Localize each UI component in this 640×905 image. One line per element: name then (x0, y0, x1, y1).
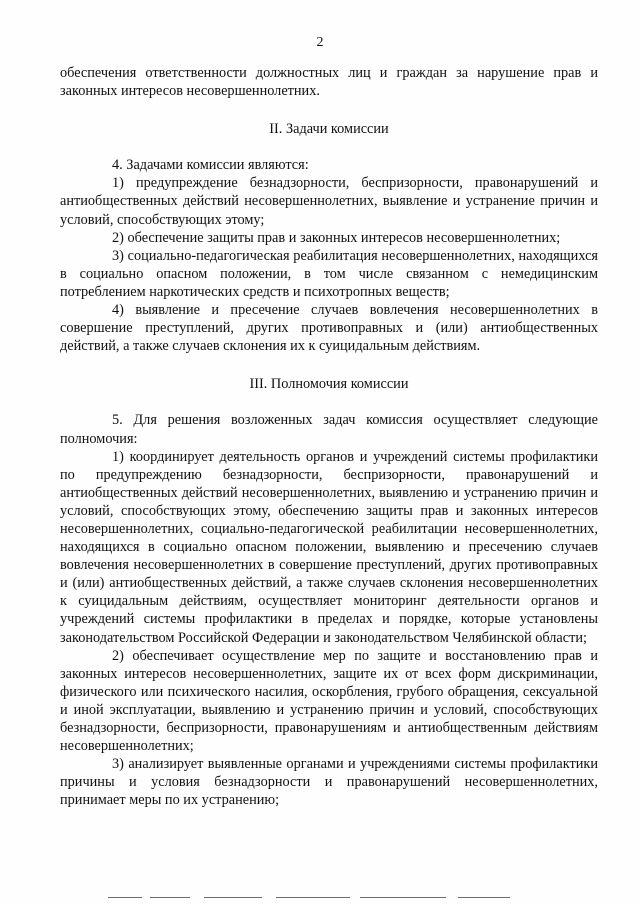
page-number: 2 (316, 35, 324, 50)
section-3-title: III. Полномочия комиссии (249, 376, 409, 393)
section-2-title: II. Задачи комиссии (269, 121, 389, 138)
section-2-paragraph: 2) обеспечение защиты прав и законных интересов несовершеннолетних; (112, 229, 561, 246)
intro-paragraph: обеспечения ответственности должностных лиц и граждан за нарушение прав и законных интересов несовершеннолетних. (60, 65, 598, 100)
section-3-paragraph: 3) анализирует выявленные органами и учреждениями системы профилактики причины и условия безнадзорности и правонарушений несовершеннолетних, принимает меры по их устранению; (60, 756, 598, 809)
section-3-paragraph: 1) координирует деятельность органов и учреждений системы профилактики по предупреждению безнадзорности, беспризорности, правонарушений и антиобщественных действий несовершеннолетних, выявлению и устранению причин и условий, способствующих этому, обеспечению защиты прав и законных интересов несовершеннолетних, социально-педагогической реабилитации несовершеннолетних, находящихся в социально опасном положении, выявлению и пресечению случаев вовлечения несовершеннолетних в совершение преступлений, других противоправных и (или) антиобщественных действий, а также случаев склонения несовершеннолетних к суицидальным действиям, осуществляет мониторинг деятельности органов и учреждений системы профилактики в пределах и порядке, которые установлены законодательством Российской Федерации и законодательством Челябинской области; (60, 448, 598, 646)
scan-edge-artifact (0, 897, 640, 900)
section-2-paragraph: 4) выявление и пресечение случаев вовлечения несовершеннолетних в совершение преступлений, других противоправных и (или) антиобщественных действий, а также случаев склонения их к суицидальным действиям. (60, 302, 598, 355)
section-2-paragraph: 3) социально-педагогическая реабилитация несовершеннолетних, находящихся в социально опасном положении, в том числе связанном с немедицинским потреблением наркотических средств и психотропных веществ; (60, 247, 598, 300)
section-2-paragraph: 4. Задачами комиссии являются: (112, 157, 309, 174)
section-2-paragraph: 1) предупреждение безнадзорности, беспризорности, правонарушений и антиобщественных действий несовершеннолетних, выявление и устранение причин и условий, способствующих этому; (60, 175, 598, 228)
section-3-paragraph: 2) обеспечивает осуществление мер по защите и восстановлению прав и законных интересов несовершеннолетних, защите их от всех форм дискриминации, физического или психического насилия, оскорбления, грубого обращения, сексуальной и иной эксплуатации, выявлению и устранению причин и условий, способствующих безнадзорности, беспризорности, правонарушениям и антиобщественным действиям несовершеннолетних; (60, 647, 598, 755)
document-body (60, 64, 598, 809)
section-3-paragraph: 5. Для решения возложенных задач комиссия осуществляет следующие полномочия: (60, 412, 598, 447)
